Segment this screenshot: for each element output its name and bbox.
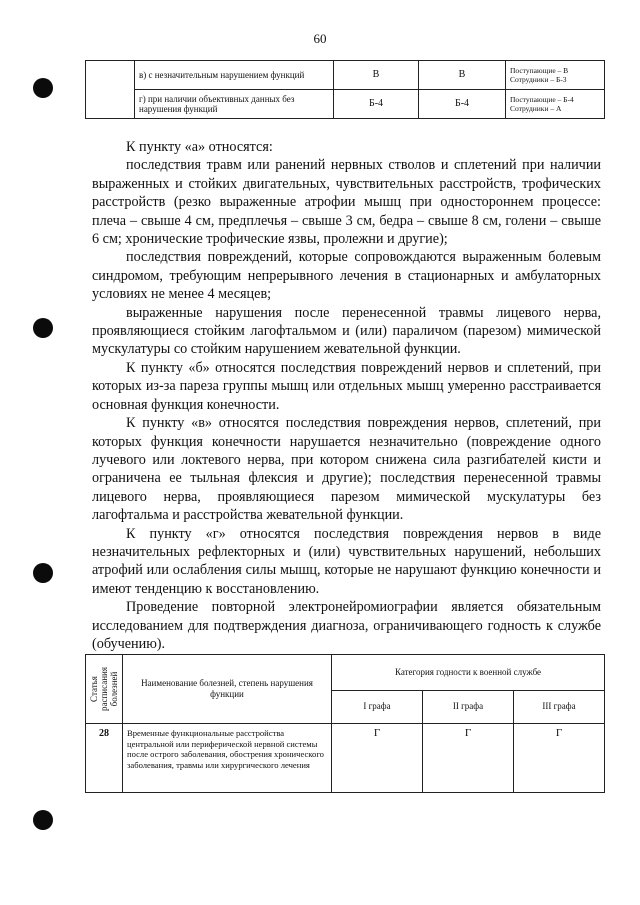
paragraph: К пункту «а» относятся: <box>126 139 273 155</box>
category-col1: Б-4 <box>334 90 419 119</box>
punch-hole-3 <box>33 563 53 583</box>
category-col2: Б-4 <box>419 90 506 119</box>
table-cell <box>86 61 135 90</box>
note-line: Поступающие – Б-4 <box>510 95 574 104</box>
category-col2: В <box>419 61 506 90</box>
disease-name: Временные функциональные расстройства центральной или периферической нервной системы после острого заболевания, обострения хронического заболевания, травмы или хирургического лечения <box>123 724 332 793</box>
punch-hole-1 <box>33 78 53 98</box>
category-value-2: Г <box>423 724 514 793</box>
paragraph: последствия травм или ранений нервных стволов и сплетений при наличии выраженных и стойких двигательных, чувствительных расстройств, трофических расстройств (резко выраженные атрофии мышц при одностороннем процессе: плеча – свыше 4 см, предплечья – свыше 3 см, бедра – свыше 8 см, голени – свыше 6 см; хронические трофические язвы, пролежни и другие); <box>92 157 601 248</box>
degree-description: в) с незначительным нарушением функций <box>135 61 334 90</box>
continuation-table <box>85 60 605 119</box>
header-column-2: II графа <box>423 690 514 724</box>
header-article-cell <box>86 655 123 724</box>
category-value-1: Г <box>332 724 423 793</box>
header-category: Категория годности к военной службе <box>332 655 605 691</box>
header-article: Статья расписания болезней <box>89 667 119 711</box>
table-cell <box>86 90 135 119</box>
note-line: Сотрудники – А <box>510 104 562 113</box>
table-row <box>86 61 605 90</box>
page-number: 60 <box>313 31 327 46</box>
paragraph: К пункту «б» относятся последствия повреждений нервов и сплетений, при которых из-за пареза группы мышц или отдельных мышц умеренно расстраивается основная функция конечности. <box>92 359 601 413</box>
paragraph: К пункту «г» относятся последствия повреждения нервов в виде незначительных рефлекторных и (или) чувствительных нарушений, небольших атрофий или ослабления силы мышц, которые не нарушают функцию конечности и имеют тенденцию к восстановлению. <box>92 525 601 597</box>
article-number: 28 <box>86 724 123 793</box>
note-line: Сотрудники – Б-3 <box>510 75 567 84</box>
fitness-table <box>85 654 605 793</box>
header-column-1: I графа <box>332 690 423 724</box>
table-row <box>86 724 605 793</box>
table-header-row <box>86 655 605 691</box>
paragraph: Проведение повторной электронейромиографии является обязательным исследованием для подтверждения диагноза, ограничивающего годность к службе (обучению). <box>92 599 601 652</box>
header-column-3: III графа <box>514 690 605 724</box>
punch-hole-2 <box>33 318 53 338</box>
category-value-3: Г <box>514 724 605 793</box>
body-text <box>92 138 601 653</box>
category-note <box>506 90 605 119</box>
degree-description: г) при наличии объективных данных без нарушения функций <box>135 90 334 119</box>
category-col1: В <box>334 61 419 90</box>
header-disease-name: Наименование болезней, степень нарушения функции <box>123 655 332 724</box>
punch-hole-4 <box>33 810 53 830</box>
paragraph: выраженные нарушения после перенесенной травмы лицевого нерва, проявляющиеся стойким лагофтальмом и (или) параличом (парезом) мимической мускулатуры со стойким нарушением жевательной функции. <box>92 304 601 358</box>
paragraph: последствия повреждений, которые сопровождаются выраженным болевым синдромом, требующим непрерывного лечения в стационарных и амбулаторных условиях не менее 4 месяцев; <box>92 249 601 303</box>
table-row <box>86 90 605 119</box>
note-line: Поступающие – В <box>510 66 569 75</box>
paragraph: К пункту «в» относятся последствия повреждения нервов, сплетений, при которых функция конечности нарушается незначительно (повреждение одного лучевого или локтевого нерва, при котором снижена сила разгибателей кисти и ограничена ее тыльная флексия и другие); последствия перенесенной травмы лицевого нерва, проявляющиеся парезом мимической мускулатуры без лагофтальма и расстройства жевательной функции. <box>92 415 601 524</box>
category-note <box>506 61 605 90</box>
